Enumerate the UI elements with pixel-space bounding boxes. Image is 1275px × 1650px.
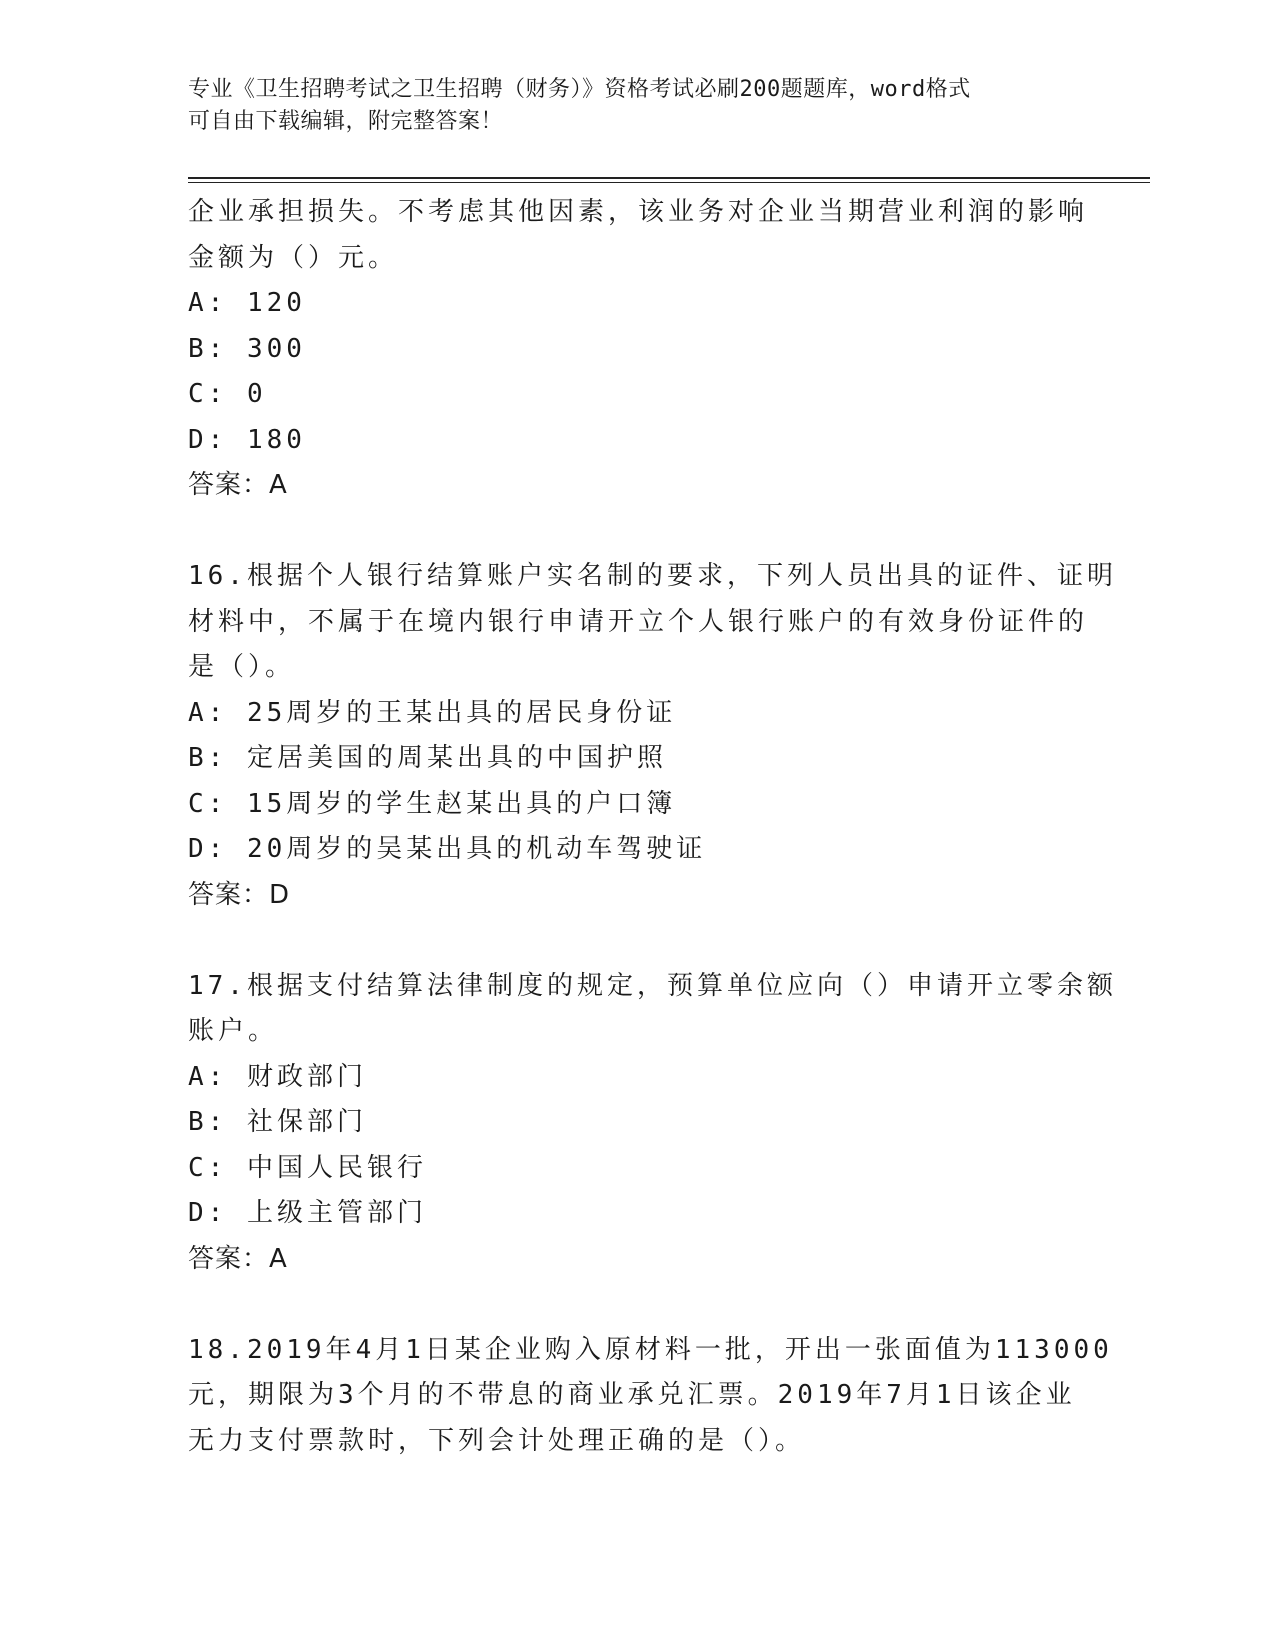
option-c: C: 15周岁的学生赵某出具的户口簿 bbox=[188, 788, 677, 819]
option-b: B: 300 bbox=[188, 333, 306, 364]
question-stem-line: 企业承担损失。不考虑其他因素，该业务对企业当期营业利润的影响 bbox=[188, 197, 1089, 227]
option-c: C: 0 bbox=[188, 379, 267, 409]
option-b: B: 定居美国的周某出具的中国护照 bbox=[188, 743, 667, 773]
question-stem-line: 18.2019年4月1日某企业购入原材料一批，开出一张面值为113000 bbox=[188, 1334, 1113, 1365]
spacer bbox=[188, 918, 1068, 964]
question-18 bbox=[188, 1328, 1113, 1465]
option-b: B: 社保部门 bbox=[188, 1107, 367, 1137]
option-a: A: 财政部门 bbox=[188, 1061, 367, 1092]
question-16 bbox=[188, 554, 1117, 918]
option-d: D: 180 bbox=[188, 424, 306, 455]
header-line-1: 专业《卫生招聘考试之卫生招聘（财务）》资格考试必刷200题题库，word格式 bbox=[188, 77, 971, 102]
question-17 bbox=[188, 964, 1117, 1283]
header-divider-thin bbox=[188, 182, 1150, 183]
spacer bbox=[188, 509, 1068, 555]
question-stem-line: 16.根据个人银行结算账户实名制的要求，下列人员出具的证件、证明 bbox=[188, 561, 1117, 591]
question-stem-line: 金额为（）元。 bbox=[188, 242, 399, 273]
option-a: A: 25周岁的王某出具的居民身份证 bbox=[188, 697, 677, 728]
option-d: D: 上级主管部门 bbox=[188, 1198, 427, 1228]
question-stem-line: 材料中，不属于在境内银行申请开立个人银行账户的有效身份证件的 bbox=[188, 606, 1089, 637]
question-stem-line: 无力支付票款时，下列会计处理正确的是（）。 bbox=[188, 1425, 806, 1456]
question-list bbox=[188, 190, 1117, 1464]
question-stem-line: 是（）。 bbox=[188, 652, 296, 682]
answer-label: 答案：D bbox=[188, 879, 291, 910]
answer-label: 答案：A bbox=[188, 470, 288, 500]
option-c: C: 中国人民银行 bbox=[188, 1152, 427, 1183]
question-stem-line: 元，期限为3个月的不带息的商业承兑汇票。2019年7月1日该企业 bbox=[188, 1380, 1076, 1410]
question-stem-line: 账户。 bbox=[188, 1016, 279, 1046]
document-header bbox=[188, 74, 1068, 138]
question-stem-line: 17.根据支付结算法律制度的规定，预算单位应向（）申请开立零余额 bbox=[188, 970, 1117, 1001]
question-continued bbox=[188, 190, 1089, 509]
header-line-2: 可自由下载编辑，附完整答案！ bbox=[188, 109, 504, 134]
answer-label: 答案：A bbox=[188, 1243, 288, 1274]
option-d: D: 20周岁的吴某出具的机动车驾驶证 bbox=[188, 834, 707, 864]
option-a: A: 120 bbox=[188, 288, 306, 318]
spacer bbox=[188, 1282, 1068, 1328]
header-divider-thick bbox=[188, 177, 1150, 179]
